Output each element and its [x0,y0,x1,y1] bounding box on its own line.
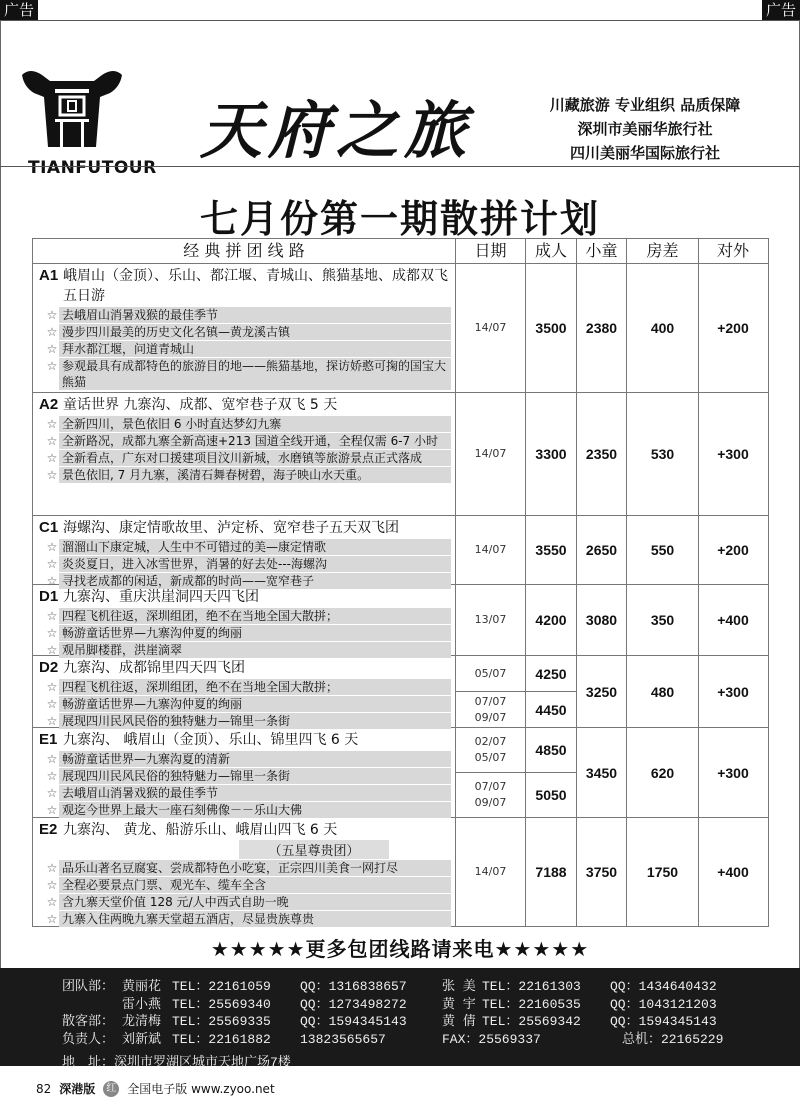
highlight-text: 四程飞机往返，深圳组团，绝不在当地全国大散拼； [59,608,451,624]
route-row [33,516,768,588]
tianfu-logo-icon [22,67,122,149]
route-code: E2 [39,821,58,838]
departure [456,516,577,584]
highlight [39,450,451,466]
route-name: 峨眉山（金顶）、乐山、都江堰、青城山、熊猫基地、成都双飞五日游 [63,268,448,304]
date: 09/07 [474,796,507,809]
route-name: 九寨沟、成都锦里四天四飞团 [63,660,245,676]
adult-price: 4250 [526,656,577,691]
contact-field: QQ：1043121203 [610,996,717,1012]
highlight-text: 九寨入住两晚九寨天堂超五酒店，尽显贵族尊贵 [59,911,451,927]
star-icon: ☆ [46,451,58,465]
highlight [39,556,451,572]
highlight-text: 品乐山著名豆腐宴、尝成都特色小吃宴，正宗四川美食一网打尽 [59,860,451,876]
route-cell [33,264,456,392]
star-icon: ☆ [46,609,58,623]
departure [456,264,577,392]
highlight [39,416,451,432]
highlight-text: 全程必要景点门票、观光车、缆车全含 [59,877,451,893]
highlight [39,679,451,695]
star-icon: ☆ [46,752,58,766]
highlight [39,785,451,801]
adult-price: 4200 [526,585,577,655]
highlight [39,324,451,340]
child-price: 2350 [577,393,627,515]
star-icon: ☆ [46,680,58,694]
departure [456,818,577,926]
contact-row [62,1013,800,1031]
highlight [39,877,451,893]
page-number: 82 [36,1081,52,1096]
highlight-text: 拜水都江堰，问道青城山 [59,341,451,357]
highlight [39,768,451,784]
route-title [39,266,451,306]
child-price: 2650 [577,516,627,584]
contact-field: 黄 倩 [442,1014,476,1029]
highlight [39,696,451,712]
room-diff: 620 [627,728,699,817]
departures [456,264,577,392]
route-title [39,518,451,538]
star-icon: ☆ [46,769,58,783]
foreign-surcharge: +400 [717,612,749,628]
departure [456,585,577,655]
contact-field: 刘新斌 [122,1031,162,1047]
foreign-surcharge: +400 [717,864,749,880]
child-price: 3750 [577,818,627,926]
contact-field: QQ：1594345143 [300,1014,407,1029]
date: 14/07 [474,865,507,878]
date-cell [456,393,526,515]
route-cell [33,393,456,515]
star-icon: ☆ [46,342,58,356]
header-child: 小童 [577,239,627,263]
highlight-text: 畅游童话世界—九寨沟仲夏的绚丽 [59,625,451,641]
header-room-diff: 房差 [627,239,699,263]
child-price: 3080 [577,585,627,655]
route-title [39,395,451,415]
highlight [39,860,451,876]
date: 02/07 [474,735,507,748]
child-price: 3450 [577,728,627,817]
contact-field: 雷小燕 [122,996,162,1012]
page-title: 七月份第一期散拼计划 [199,197,600,241]
foreign-surcharge: +200 [717,542,749,558]
highlight-text: 去峨眉山消暑戏猴的最佳季节 [59,785,451,801]
contact-field: TEL：22161303 [482,979,581,994]
date: 14/07 [474,447,507,460]
more-routes-banner: ★★★★★更多包团线路请来电★★★★★ [210,937,590,961]
contact-field: 黄 宇 [442,996,476,1012]
room-diff: 350 [627,585,699,655]
contact-field [62,996,122,1014]
divider [0,166,800,167]
departures [456,585,577,655]
highlight-text: 溜溜山下康定城，人生中不可错过的美—康定情歌 [59,539,451,555]
star-icon: ☆ [46,540,58,554]
address: 地 址：深圳市罗湖区城市天地广场7楼 [62,1055,291,1070]
star-icon: ☆ [46,697,58,711]
contact-row [62,996,800,1014]
contact-field: TEL：25569335 [172,1014,271,1029]
route-cell [33,728,456,817]
header-foreign: 对外 [716,241,749,260]
route-code: E1 [39,731,58,748]
highlight [39,608,451,624]
contact-field: 散客部： [62,1014,115,1029]
star-icon: ☆ [46,308,58,322]
highlight-text: 炎炎夏日，进入冰雪世界，消暑的好去处---海螺沟 [59,556,451,572]
logo-text: TIANFUTOUR [28,158,157,178]
star-icon: ☆ [46,434,58,448]
contact-field: QQ：1434640432 [610,979,717,994]
highlight-text: 四程飞机往返，深圳组团，绝不在当地全国大散拼； [59,679,451,695]
highlight-text: 全新四川，景色依旧 6 小时直达梦幻九寨 [59,416,451,432]
route-code: D1 [39,588,59,605]
route-code: A2 [39,396,59,413]
departures [456,728,577,817]
departure [456,773,577,817]
highlight [39,911,451,927]
departures [456,656,577,727]
highlight-text: 观迄今世界上最大一座石刻佛像－－乐山大佛 [59,802,451,818]
route-title [39,820,451,840]
date-cell [456,728,526,772]
website: 全国电子版 www.zyoo.net [127,1082,275,1096]
brand-name: 天府之旅 [200,94,473,167]
slogans [530,93,760,165]
departure [456,656,577,692]
child-price: 2380 [577,264,627,392]
contact-field: 团队部： [62,979,115,994]
contact-row [62,1031,800,1049]
route-row [33,264,768,393]
page-footer [36,1080,275,1097]
ad-header [0,21,800,178]
contact-field: QQ：1594345143 [610,1014,717,1029]
highlight [39,802,451,818]
highlight [39,433,451,449]
contact-field: 龙清梅 [122,1014,162,1029]
star-icon: ☆ [46,861,58,875]
route-row [33,585,768,656]
highlight-text: 观吊脚楼群，洪崖滴翠 [59,642,451,658]
route-cell [33,656,456,727]
edition: 深港版 [59,1082,96,1096]
route-name: 童话世界 九寨沟、成都、宽窄巷子双飞 5 天 [63,397,338,413]
star-icon: ☆ [46,325,58,339]
contact-field: TEL：25569342 [482,1014,581,1029]
star-icon: ☆ [46,803,58,817]
route-code: A1 [39,267,59,284]
star-icon: ☆ [46,895,58,909]
date: 07/07 [474,780,507,793]
date: 13/07 [474,613,507,626]
route-row [33,818,768,926]
date-cell [456,773,526,817]
adult-price: 4450 [526,692,577,727]
contact-field: 张 美 [442,979,476,994]
star-icon: ☆ [46,643,58,657]
highlight [39,539,451,555]
contact-field: TEL：22161059 [172,979,271,994]
adult-price: 7188 [526,818,577,926]
adult-price: 5050 [526,773,577,817]
contact-field: 13823565657 [300,1031,386,1047]
date: 05/07 [474,751,507,764]
room-diff: 1750 [627,818,699,926]
highlight [39,625,451,641]
contact-panel [0,968,800,1070]
highlight-text: 参观最具有成都特色的旅游目的地——熊猫基地，探访娇憨可掬的国宝大熊猫 [59,358,451,390]
star-icon: ☆ [46,786,58,800]
route-row [33,656,768,728]
highlight [39,894,451,910]
date-cell [456,818,526,926]
date-cell [456,264,526,392]
star-icon: ☆ [46,417,58,431]
foreign-surcharge: +300 [717,764,749,781]
highlight-text: 展现四川民风民俗的独特魅力—锦里一条街 [59,713,451,729]
date: 09/07 [474,710,507,724]
route-code: D2 [39,659,59,676]
departures [456,516,577,584]
adult-price: 3500 [526,264,577,392]
route-name: 九寨沟、 峨眉山（金顶）、乐山、锦里四飞 6 天 [63,732,359,748]
route-name: 九寨沟、 黄龙、船游乐山、峨眉山四飞 6 天 [63,822,338,838]
highlight [39,358,451,390]
table-header [33,239,768,264]
departures [456,818,577,926]
date-cell [456,692,526,727]
contact-field: TEL：22160535 [482,996,581,1012]
contact-field [582,1031,622,1049]
header-route: 经 典 拼 团 线 路 [33,239,456,263]
departure [456,393,577,515]
foreign-surcharge: +200 [717,320,749,336]
highlight [39,713,451,729]
route-subtitle: （五星尊贵团） [239,840,389,859]
route-name: 海螺沟、康定情歌故里、泸定桥、宽窄巷子五天双飞团 [63,520,399,536]
highlight [39,467,451,483]
badge-icon: 红 [103,1081,119,1097]
contact-field: 总机：22165229 [622,1031,724,1047]
date: 05/07 [474,666,507,680]
route-row [33,393,768,516]
contact-field: TEL：22161882 [172,1031,271,1047]
date: 14/07 [474,321,507,334]
adult-price: 3550 [526,516,577,584]
highlight [39,751,451,767]
agency-name: 深圳市美丽华旅行社 [577,120,713,138]
contact-row [62,978,800,996]
highlight-text: 畅游童话世界—九寨沟仲夏的绚丽 [59,696,451,712]
contact-field: 负责人： [62,1031,115,1047]
star-icon: ☆ [46,912,58,926]
date-cell [456,585,526,655]
route-name: 九寨沟、重庆洪崖洞四天四飞团 [63,589,259,605]
star-icon: ☆ [46,878,58,892]
contact-field: 黄丽花 [122,979,162,994]
route-code: C1 [39,519,59,536]
header-adult: 成人 [526,239,577,263]
room-diff: 480 [627,656,699,727]
star-icon: ☆ [46,557,58,571]
header-date: 日期 [456,239,526,263]
star-icon: ☆ [46,468,58,482]
adult-price: 4850 [526,728,577,772]
highlight-text: 去峨眉山消暑戏猴的最佳季节 [59,307,451,323]
foreign-surcharge: +300 [717,683,749,700]
highlight-text: 全新路况，成都九寨全新高速+213 国道全线开通，全程仅需 6-7 小时 [59,433,451,449]
highlight [39,307,451,323]
date: 14/07 [474,543,507,556]
highlight [39,341,451,357]
departures [456,393,577,515]
contact-field: QQ：1273498272 [300,996,407,1012]
route-cell [33,585,456,655]
ad-tag: 广告 [0,0,38,21]
star-icon: ☆ [46,359,58,373]
contact-field: QQ：1316838657 [300,979,407,994]
departure [456,728,577,773]
ad-tag: 广告 [762,0,800,21]
star-icon: ☆ [46,714,58,728]
route-cell [33,516,456,588]
tour-table [32,238,769,927]
date-cell [456,516,526,584]
star-icon: ☆ [46,574,58,588]
highlight-text: 含九寨天堂价值 128 元/人中西式自助一晚 [59,894,451,910]
room-diff: 530 [627,393,699,515]
highlight-text: 全新看点，广东对口援建项目汶川新城，水磨镇等旅游景点正式落成 [59,450,451,466]
route-title [39,730,451,750]
date: 07/07 [474,694,507,708]
adult-price: 3300 [526,393,577,515]
highlight-text: 漫步四川最美的历史文化名镇—黄龙溪古镇 [59,324,451,340]
route-title [39,658,451,678]
agency-name: 四川美丽华国际旅行社 [569,144,720,162]
contact-field: TEL：25569340 [172,996,271,1012]
route-row [33,728,768,818]
room-diff: 400 [627,264,699,392]
contact-field: FAX：25569337 [442,1031,541,1047]
foreign-surcharge: +300 [717,446,749,462]
child-price: 3250 [577,656,627,727]
star-icon: ☆ [46,626,58,640]
route-title [39,587,451,607]
slogan: 川藏旅游 专业组织 品质保障 [549,96,741,114]
highlight-text: 景色依旧, 7 月九寨，溪清石舞春树碧，海子映山水天重。 [59,467,451,483]
departure [456,692,577,727]
highlight-text: 展现四川民风民俗的独特魅力—锦里一条街 [59,768,451,784]
highlight-text: 畅游童话世界—九寨沟夏的清新 [59,751,451,767]
highlight-text: 寻找老成都的闲适，新成都的时尚——宽窄巷子 [59,573,451,589]
room-diff: 550 [627,516,699,584]
date-cell [456,656,526,691]
route-cell [33,818,456,926]
